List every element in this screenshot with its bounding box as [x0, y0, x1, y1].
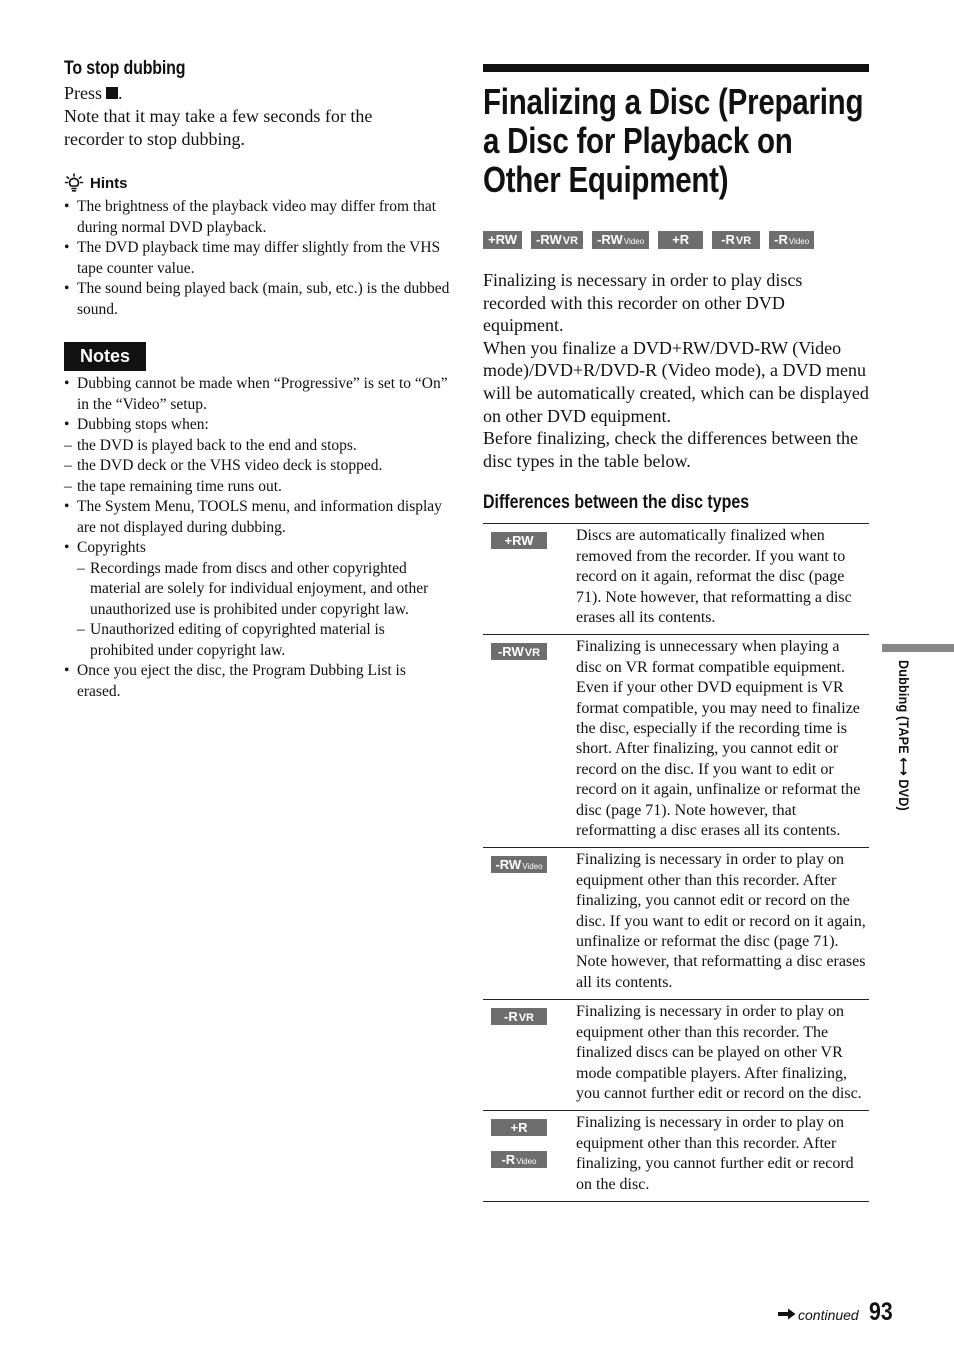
minus-rw-vr-icon: -RW VR — [531, 231, 583, 249]
hint-text: The sound being played back (main, sub, etc.) is the dubbed sound. — [77, 280, 450, 318]
hints-list — [64, 197, 450, 320]
left-column — [64, 56, 450, 702]
hints-label: Hints — [90, 174, 128, 192]
plus-r-icon: +R — [658, 231, 703, 249]
disc-type-icons — [483, 231, 869, 249]
list-item: • Copyrights – Recordings made from discs and other copyrighted material are solely for individual enjoyment, and other unauthorized use is prohibited under copyright law. – Unauthorized editing of copyrighted material is prohibited under copyright law. — [64, 538, 450, 661]
stop-note-line2: recorder to stop dubbing. — [64, 129, 245, 149]
list-item: • The System Menu, TOOLS menu, and information display are not displayed during dubbing. — [64, 498, 442, 536]
hint-text: The brightness of the playback video may differ from that during normal DVD playback. — [77, 198, 437, 236]
plus-rw-icon: +RW — [491, 532, 547, 549]
table-row — [483, 1111, 869, 1202]
title-rule — [483, 64, 869, 72]
note-text: Dubbing stops when: — [77, 416, 209, 433]
row-description: Discs are automatically finalized when removed from the recorder. If you want to record on it again, reformat the disc (page 71). Note however, that reformatting a disc erases all its contents. — [576, 527, 852, 626]
lightbulb-icon — [64, 173, 84, 193]
minus-r-vr-icon: -R VR — [712, 231, 760, 249]
sub-note-text: the DVD deck or the VHS video deck is stopped. — [77, 457, 383, 474]
row-description: Finalizing is necessary in order to play on equipment other than this recorder. The finalized discs can be played on other VR mode compatible players. After finalizing, you cannot further edit or record on the disc. — [576, 1003, 862, 1102]
sub-list-item: – the DVD is played back to the end and stops. — [64, 436, 357, 454]
sub-list — [77, 559, 450, 662]
list-item: • The sound being played back (main, sub, etc.) is the dubbed sound. — [64, 280, 450, 318]
continued-indicator — [778, 1307, 859, 1323]
list-item: • Dubbing stops when: – the DVD is played back to the end and stops. – the DVD deck or the VHS video deck is stopped. – the tape remaining time runs out. — [64, 415, 450, 497]
hints-header — [64, 173, 450, 193]
minus-r-video-icon: -R Video — [491, 1151, 547, 1168]
disc-types-table — [483, 523, 869, 1202]
stop-dubbing-heading: To stop dubbing — [64, 58, 186, 79]
table-row — [483, 635, 869, 848]
row-description: Finalizing is necessary in order to play on equipment other than this recorder. After finalizing, you cannot edit or record on the disc. If you want to edit or record on it again, unfinalize or reformat the disc (page 71). Note however, that reformatting a disc erases all its contents. — [576, 851, 866, 991]
note-text: Once you eject the disc, the Program Dubbing List is erased. — [77, 662, 406, 700]
sub-list-item: – the DVD deck or the VHS video deck is stopped. — [64, 457, 383, 474]
stop-dubbing-text: Press . Note that it may take a few seconds for the recorder to stop dubbing. — [64, 82, 450, 151]
minus-r-video-icon: -R Video — [769, 231, 814, 249]
row-description: Finalizing is necessary in order to play on equipment other than this recorder. After finalizing, you cannot further edit or record on the disc. — [576, 1114, 854, 1193]
note-text: The System Menu, TOOLS menu, and information display are not displayed during dubbing. — [77, 498, 442, 536]
sub-list-item: – Unauthorized editing of copyrighted material is prohibited under copyright law. — [77, 621, 385, 659]
intro-paragraphs — [483, 269, 869, 472]
arrow-right-icon — [778, 1308, 796, 1320]
notes-list — [64, 374, 450, 702]
table-row — [483, 524, 869, 635]
minus-r-vr-icon: -R VR — [491, 1008, 547, 1025]
sub-note-text: the DVD is played back to the end and stops. — [77, 436, 357, 454]
sub-list-item: – Recordings made from discs and other copyrighted material are solely for individual enjoyment, and other unauthorized use is prohibited under copyright law. — [77, 559, 429, 618]
row-description: Finalizing is unnecessary when playing a disc on VR format compatible equipment. Even if your other DVD equipment is VR format compatible, you may need to finalize the disc, especially if the recording time is short. After finalizing, you cannot edit or record on the disc. If you want to edit or record on it again, unfinalize or reformat the disc (page 71). Note however, that reformatting a disc erases all its contents. — [576, 638, 861, 840]
list-item: • Dubbing cannot be made when “Progressive” is set to “On” in the “Video” setup. — [64, 375, 448, 413]
stop-note-line1: Note that it may take a few seconds for the — [64, 106, 373, 126]
table-heading: Differences between the disc types — [483, 492, 750, 514]
intro-paragraph-2: When you finalize a DVD+RW/DVD-RW (Video mode)/DVD+R/DVD-R (Video mode), a DVD menu will be automatically created, which can be displayed on other DVD equipment. — [483, 337, 869, 426]
continued-text: continued — [798, 1307, 859, 1323]
note-text: Dubbing cannot be made when “Progressive” is set to “On” in the “Video” setup. — [77, 375, 448, 413]
page-footer — [778, 1298, 897, 1327]
list-item: • Once you eject the disc, the Program Dubbing List is erased. — [64, 662, 406, 700]
intro-paragraph-1: Finalizing is necessary in order to play discs recorded with this recorder on other DVD equipment. — [483, 270, 803, 336]
table-row — [483, 848, 869, 1000]
list-item: • The brightness of the playback video may differ from that during normal DVD playback. — [64, 198, 437, 236]
hint-text: The DVD playback time may differ slightly from the VHS tape counter value. — [77, 239, 441, 277]
notes-badge: Notes — [64, 342, 146, 371]
sub-note-text: Recordings made from discs and other copyrighted material are solely for individual enjoyment, and other unauthorized use is prohibited under copyright law. — [90, 559, 429, 618]
minus-rw-video-icon: -RW Video — [491, 856, 547, 873]
page-number: 93 — [868, 1298, 893, 1326]
plus-r-icon: +R — [491, 1119, 547, 1136]
page-title: Finalizing a Disc (Preparing a Disc for Playback on Other Equipment) — [483, 81, 864, 200]
sub-note-text: Unauthorized editing of copyrighted material is prohibited under copyright law. — [90, 621, 385, 659]
stop-icon — [106, 87, 118, 99]
right-column — [483, 64, 869, 1202]
sub-note-text: the tape remaining time runs out. — [77, 477, 282, 495]
minus-rw-video-icon: -RW Video — [592, 231, 649, 249]
sub-list — [64, 436, 450, 498]
intro-paragraph-3: Before finalizing, check the differences between the disc types in the table below. — [483, 428, 858, 471]
sub-list-item: – the tape remaining time runs out. — [64, 477, 282, 495]
table-row — [483, 1000, 869, 1111]
minus-rw-vr-icon: -RW VR — [491, 643, 547, 660]
side-tab-label: Dubbing (TAPE ⟷ DVD) — [896, 660, 912, 811]
side-tab-bar — [882, 644, 954, 652]
stop-press-text: Press — [64, 83, 103, 103]
list-item: • The DVD playback time may differ slightly from the VHS tape counter value. — [64, 239, 441, 277]
note-text: Copyrights — [77, 539, 146, 556]
plus-rw-icon: +RW — [483, 231, 522, 249]
